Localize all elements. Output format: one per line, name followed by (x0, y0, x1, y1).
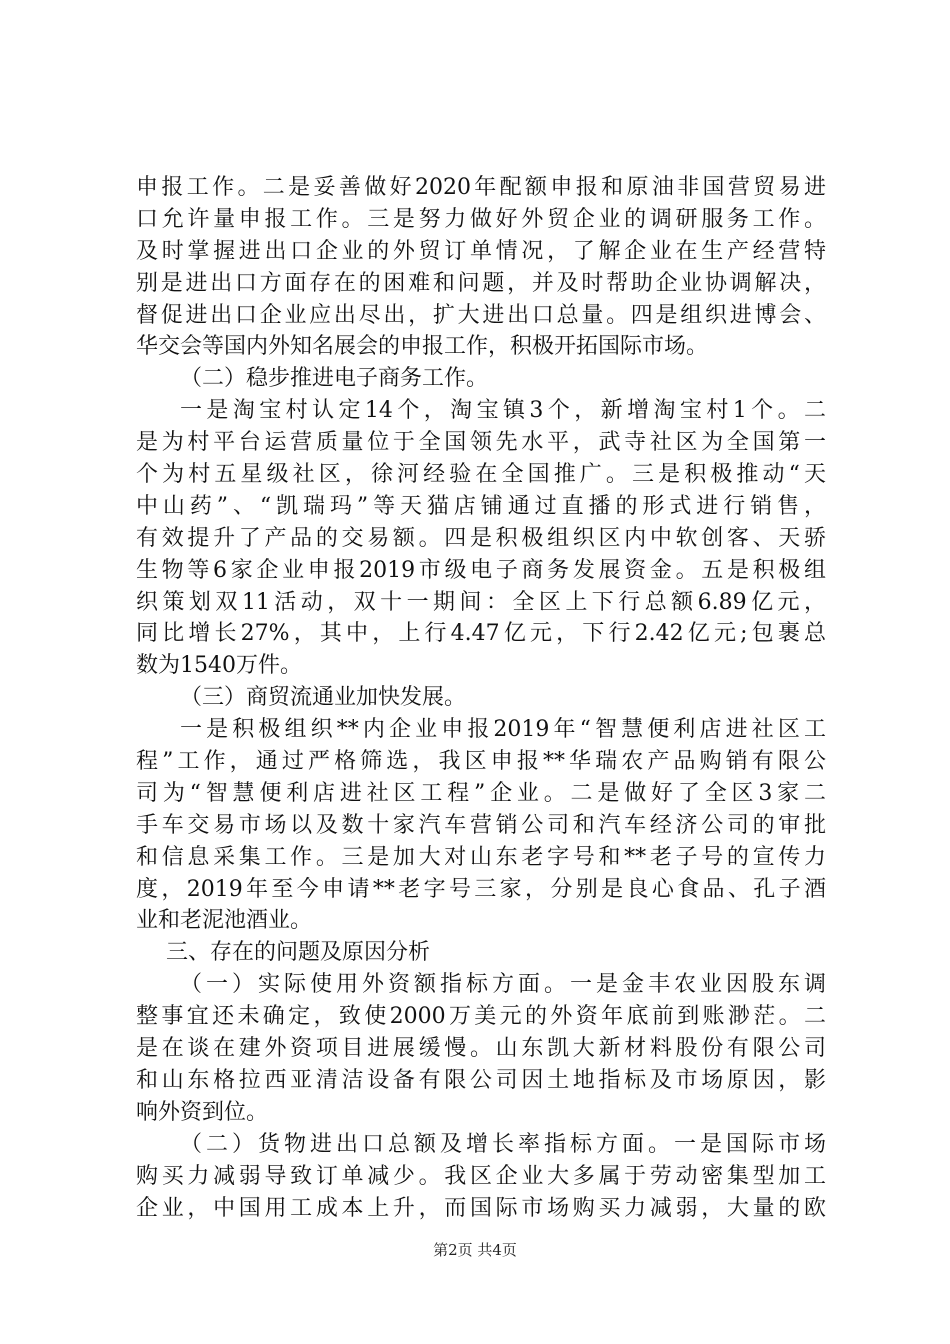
text-line: 中山药”、“凯瑞玛”等天猫店铺通过直播的形式进行销售， (136, 493, 826, 519)
text-line: （三）商贸流通业加快发展。 (180, 685, 467, 711)
text-line: 同比增长27%，其中，上行4.47亿元，下行2.42亿元;包裹总 (136, 621, 826, 647)
text-line: 织策划双11活动，双十一期间：全区上下行总额6.89亿元， (136, 589, 826, 615)
text-line: 三、存在的问题及原因分析 (166, 940, 431, 966)
text-line: （一）实际使用外资额指标方面。一是金丰农业因股东调 (180, 972, 826, 998)
text-line: 和信息采集工作。三是加大对山东老字号和**老子号的宣传力 (136, 844, 826, 870)
text-line: 督促进出口企业应出尽出，扩大进出口总量。四是组织进博会、 (136, 302, 826, 328)
text-line: 个为村五星级社区，徐河经验在全国推广。三是积极推动“天 (136, 462, 826, 488)
text-line: 数为1540万件。 (136, 653, 302, 679)
text-line: 业和老泥池酒业。 (136, 908, 313, 934)
text-line: 生物等6家企业申报2019市级电子商务发展资金。五是积极组 (136, 557, 826, 583)
text-line: （二）稳步推进电子商务工作。 (180, 366, 489, 392)
text-line: 企业，中国用工成本上升，而国际市场购买力减弱，大量的欧 (136, 1195, 826, 1221)
text-line: 是为村平台运营质量位于全国领先水平，武寺社区为全国第一 (136, 430, 826, 456)
text-line: 及时掌握进出口企业的外贸订单情况，了解企业在生产经营特 (136, 238, 826, 264)
text-line: 别是进出口方面存在的困难和问题，并及时帮助企业协调解决， (136, 270, 826, 296)
text-line: 度，2019年至今申请**老字号三家，分别是良心食品、孔子酒 (136, 876, 826, 902)
text-line: 司为“智慧便利店进社区工程”企业。二是做好了全区3家二 (136, 780, 826, 806)
text-line: 购买力减弱导致订单减少。我区企业大多属于劳动密集型加工 (136, 1163, 826, 1189)
text-line: 和山东格拉西亚清洁设备有限公司因土地指标及市场原因，影 (136, 1067, 826, 1093)
text-line: 是在谈在建外资项目进展缓慢。山东凯大新材料股份有限公司 (136, 1036, 826, 1062)
text-line: 手车交易市场以及数十家汽车营销公司和汽车经济公司的审批 (136, 812, 826, 838)
text-line: （二）货物进出口总额及增长率指标方面。一是国际市场 (180, 1131, 826, 1157)
page-footer: 第2页 共4页 (433, 1241, 517, 1259)
text-line: 华交会等国内外知名展会的申报工作，积极开拓国际市场。 (136, 334, 709, 360)
text-line: 申报工作。二是妥善做好2020年配额申报和原油非国营贸易进 (136, 175, 826, 200)
text-line: 一是淘宝村认定14个，淘宝镇3个，新增淘宝村1个。二 (180, 398, 826, 424)
text-line: 一是积极组织**内企业申报2019年“智慧便利店进社区工 (180, 717, 826, 743)
document-body (136, 172, 826, 1224)
text-line: 有效提升了产品的交易额。四是积极组织区内中软创客、天骄 (136, 525, 826, 551)
text-line: 响外资到位。 (136, 1099, 269, 1125)
text-line: 程”工作，通过严格筛选，我区申报**华瑞农产品购销有限公 (136, 749, 826, 775)
text-line: 口允许量申报工作。三是努力做好外贸企业的调研服务工作。 (136, 206, 826, 232)
text-line: 整事宜还未确定，致使2000万美元的外资年底前到账渺茫。二 (136, 1004, 826, 1030)
